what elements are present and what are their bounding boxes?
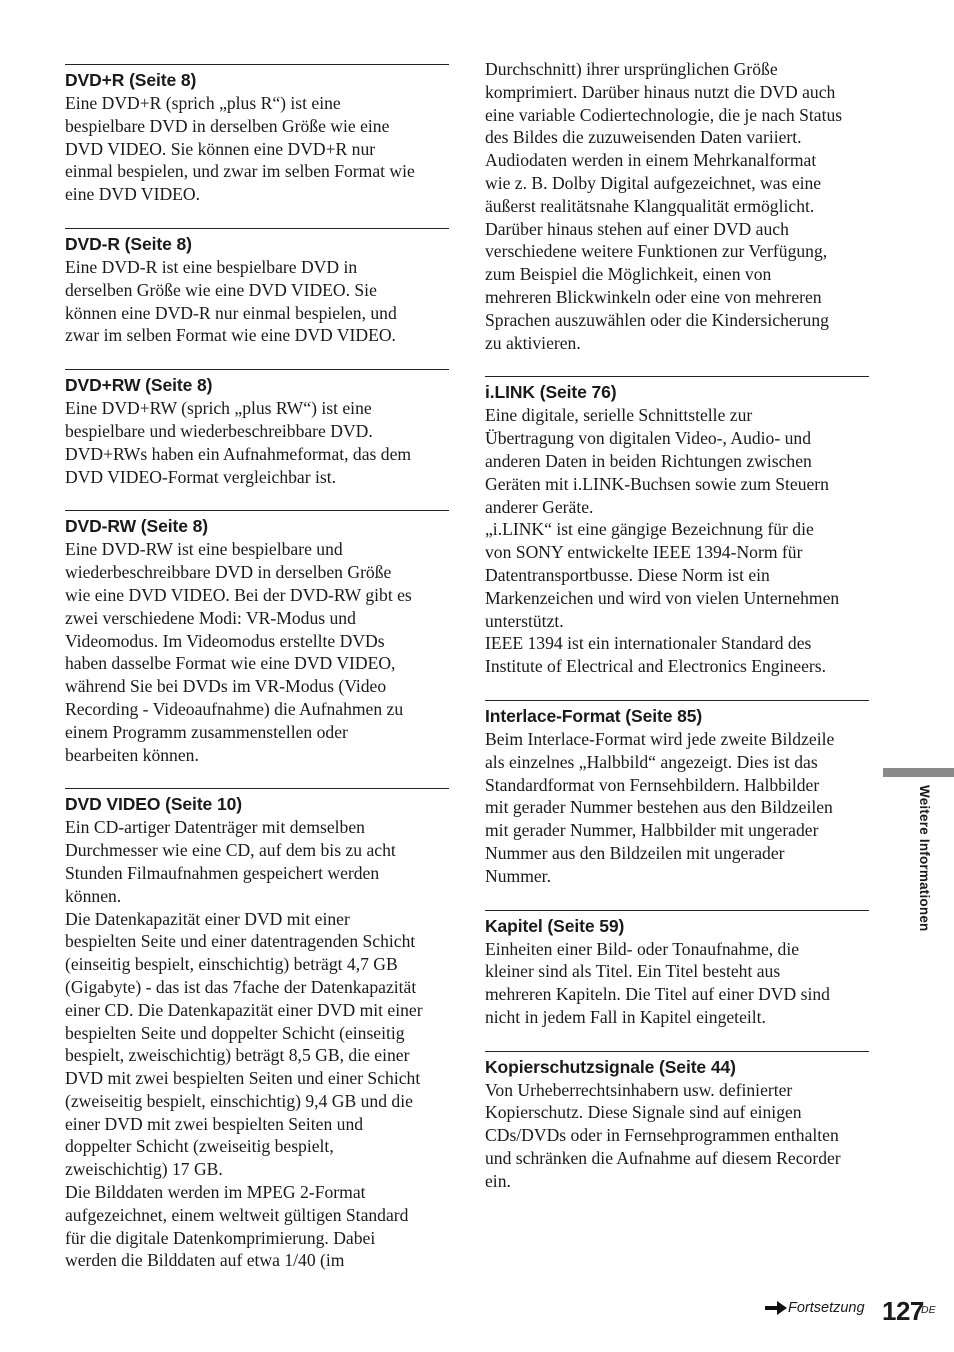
continuation-label: Fortsetzung bbox=[788, 1300, 865, 1316]
glossary-entry-dvd-minus-rw bbox=[65, 510, 449, 766]
entry-heading: DVD VIDEO (Seite 10) bbox=[65, 794, 242, 815]
entry-heading: DVD+RW (Seite 8) bbox=[65, 375, 213, 396]
entry-body: Beim Interlace-Format wird jede zweite Bildzeile als einzelnes „Halbbild“ angezeigt. Dies ist das Standardformat von Fernsehbildern. Halbbilder mit gerader Nummer bestehen aus den Bildzeilen mit gerader Nummer, Halbbilder mit ungerader Nummer aus den Bildzeilen mit ungerader Nummer. bbox=[485, 728, 835, 886]
entry-heading: Kapitel (Seite 59) bbox=[485, 915, 625, 936]
entry-heading: Kopierschutzsignale (Seite 44) bbox=[485, 1056, 736, 1077]
glossary-entry-dvd-plus-r bbox=[65, 64, 449, 206]
entry-body: Eine DVD+R (sprich „plus R“) ist eine bespielbare DVD in derselben Größe wie eine DVD VIDEO. Sie können eine DVD+R nur einmal bespielen, und zwar im selben Format wie eine DVD VIDEO. bbox=[65, 93, 415, 205]
glossary-entry-dvd-video-continued bbox=[485, 58, 869, 354]
page-number-suffix: DE bbox=[921, 1304, 936, 1316]
glossary-entry-dvd-video bbox=[65, 788, 449, 1272]
entry-body: Ein CD-artiger Datenträger mit demselben Durchmesser wie eine CD, auf dem bis zu acht Stunden Filmaufnahmen gespeichert werden können. Die Datenkapazität einer DVD mit einer bespielten Seite und einer datentragenden Schicht (einseitig bespielt, einschichtig) beträgt 4,7 GB (Gigabyte) - das ist das 7fache der Datenkapazität einer CD. Die Datenkapazität einer DVD mit einer bespielten Seite und doppelter Schicht (einseitig bespielt, zweischichtig) beträgt 8,5 GB, die einer DVD mit zwei bespielten Seiten und einer Schicht (zweiseitig bespielt, einschichtig) 9,4 GB und die einer DVD mit zwei bespielten Seiten und doppelter Schicht (zweiseitig bespielt, zweischichtig) 17 GB. Die Bilddaten werden im MPEG 2-Format aufgezeichnet, einem weltweit gültigen Standard für die digitale Datenkomprimierung. Dabei werden die Bilddaten auf etwa 1/40 (im bbox=[65, 817, 423, 1271]
entry-body: Eine DVD+RW (sprich „plus RW“) ist eine bespielbare und wiederbeschreibbare DVD. DVD+RWs haben ein Aufnahmeformat, das dem DVD VIDEO-Format vergleichbar ist. bbox=[65, 398, 412, 487]
glossary-entry-kapitel bbox=[485, 910, 869, 1029]
entry-heading: DVD+R (Seite 8) bbox=[65, 70, 197, 90]
entry-heading: i.LINK (Seite 76) bbox=[485, 382, 617, 403]
entry-body: Eine DVD-R ist eine bespielbare DVD in derselben Größe wie eine DVD VIDEO. Sie können eine DVD-R nur einmal bespielen, und zwar im selben Format wie eine DVD VIDEO. bbox=[65, 256, 397, 346]
continuation-indicator bbox=[765, 1300, 865, 1316]
side-tab-marker bbox=[883, 768, 954, 777]
glossary-entry-dvd-minus-r bbox=[65, 228, 449, 347]
page-number: 127 bbox=[882, 1296, 924, 1326]
glossary-entry-kopierschutzsignale bbox=[485, 1051, 869, 1193]
glossary-entry-ilink bbox=[485, 376, 869, 678]
entry-body: Eine DVD-RW ist eine bespielbare und wiederbeschreibbare DVD in derselben Größe wie eine DVD VIDEO. Bei der DVD-RW gibt es zwei verschiedene Modi: VR-Modus und Videomodus. Im Videomodus erstellte DVDs haben dasselbe Format wie eine DVD VIDEO, während Sie bei DVDs im VR-Modus (Video Recording - Videoaufnahme) die Aufnahmen zu einem Programm zusammenstellen oder bearbeiten können. bbox=[65, 539, 412, 765]
glossary-entry-interlace-format bbox=[485, 700, 869, 888]
arrow-right-icon bbox=[765, 1301, 787, 1315]
entry-heading: Interlace-Format (Seite 85) bbox=[485, 705, 703, 726]
entry-heading: DVD-RW (Seite 8) bbox=[65, 516, 208, 537]
glossary-entry-dvd-plus-rw bbox=[65, 369, 449, 488]
left-column bbox=[65, 64, 449, 1294]
right-column bbox=[485, 59, 869, 1215]
entry-body: Von Urheberrechtsinhabern usw. definierter Kopierschutz. Diese Signale sind auf einigen CDs/DVDs oder in Fernsehprogrammen enthalten und schränken die Aufnahme auf diesem Recorder ein. bbox=[485, 1079, 841, 1191]
entry-body: Einheiten einer Bild- oder Tonaufnahme, die kleiner sind als Titel. Ein Titel besteht aus mehreren Kapiteln. Die Titel auf einer DVD sind nicht in jedem Fall in Kapitel eingeteilt. bbox=[485, 938, 830, 1027]
entry-body: Durchschnitt) ihrer ursprünglichen Größe komprimiert. Darüber hinaus nutzt die DVD auch eine variable Codiertechnologie, die je nach Status des Bildes die zuzuweisenden Daten variiert. Audiodaten werden in einem Mehrkanalformat wie z. B. Dolby Digital aufgezeichnet, was eine äußerst realitätsnahe Klangqualität ermöglicht. Darüber hinaus stehen auf einer DVD auch verschiedene weitere Funktionen zur Verfügung, zum Beispiel die Möglichkeit, einen von mehreren Blickwinkeln oder eine von mehreren Sprachen auszuwählen oder die Kindersicherung zu aktivieren. bbox=[485, 59, 843, 353]
side-tab-label: Weitere Informationen bbox=[917, 785, 932, 932]
entry-heading: DVD-R (Seite 8) bbox=[65, 233, 192, 254]
entry-body: Eine digitale, serielle Schnittstelle zur Übertragung von digitalen Video-, Audio- und anderen Daten in beiden Richtungen zwischen Geräten mit i.LINK-Buchsen sowie zum Steuern anderer Geräte. „i.LINK“ ist eine gängige Bezeichnung für die von SONY entwickelte IEEE 1394-Norm für Datentransportbusse. Diese Norm ist ein Markenzeichen und wird von vielen Unternehmen unterstützt. IEEE 1394 ist ein internationaler Standard des Institute of Electrical and Electronics Engineers. bbox=[485, 405, 840, 677]
